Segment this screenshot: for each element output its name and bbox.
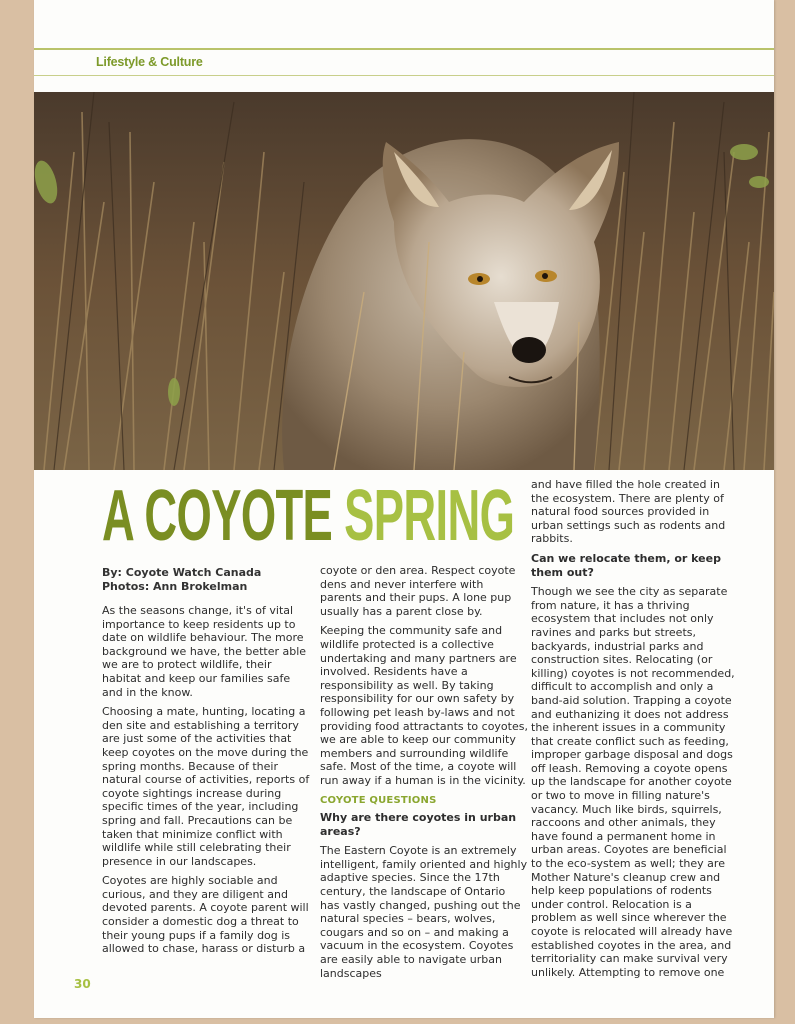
byline-author: By: Coyote Watch Canada (102, 566, 262, 579)
section-rule-top (34, 48, 774, 50)
text-column-3 (531, 478, 739, 985)
section-header (34, 48, 774, 78)
paragraph: Coyotes are highly sociable and curious, and they are diligent and devoted parents. A coyote parent will consider a domestic dog a threat to their young pups if a family dog is allowed to chase, harass or disturb a (102, 874, 309, 956)
byline-photos: Photos: Ann Brokelman (102, 580, 248, 593)
section-label: Lifestyle & Culture (96, 55, 203, 69)
page-number: 30 (74, 977, 91, 991)
headline-word-1: A COYOTE (102, 476, 333, 556)
coyote-photo (34, 92, 774, 470)
paragraph: Choosing a mate, hunting, locating a den site and establishing a territory are just some of the activities that keep coyotes on the move during the spring months. Because of their natural course of activities, reports of coyote sightings increase during specific times of the year, including spring and fall. Precautions can be taken that minimize conflict with wildlife while still celebrating their presence in our landscapes. (102, 705, 310, 868)
section-rule-bottom (34, 75, 774, 76)
text-column-2 (320, 564, 528, 986)
paragraph: As the seasons change, it's of vital importance to keep residents up to date on wildlife behaviour. The more background we have, the better able we are to protect wildlife, their habitat and keep our families safe and in the know. (102, 604, 307, 699)
coyote-photo-illustration (34, 92, 774, 470)
paragraph: The Eastern Coyote is an extremely intelligent, family oriented and highly adaptive species. Since the 17th century, the landscape of Ontario has vastly changed, pushing out the natural species – bears, wolves, cougars and so on – and making a vacuum in the ecosystem. Coyotes are easily able to navigate urban landscapes (320, 844, 528, 980)
paragraph: Though we see the city as separate from nature, it has a thriving ecosystem that includes not only ravines and parks but streets, backyards, industrial parks and construction sites. Relocating (or killing) coyotes is not recommended, difficult to accomplish and only a band-aid solution. Trapping a coyote and euthanizing it does not address the inherent issues in a community that create conflict such as feeding, improper garbage disposal and dogs off leash. Removing a coyote opens up the landscape for another coyote or two to move in filling nature's vacancy. Much like birds, squirrels, raccoons and other animals, they have found a permanent home in urban areas. Coyotes are beneficial to the eco-system as well; they are Mother Nature's cleanup crew and help keep populations of rodents under control. Relocation is a problem as well since wherever the coyote is relocated will already have established coyotes in the area, and territoriality can make survival very unlikely. Attempting to remove one (531, 585, 735, 979)
paragraph: and have filled the hole created in the ecosystem. There are plenty of natural food sources provided in urban settings such as rodents and rabbits. (531, 478, 726, 546)
question-heading: Why are there coyotes in urban areas? (320, 811, 517, 838)
paragraph: coyote or den area. Respect coyote dens and never interfere with parents and their pups. A lone pup usually has a parent close by. (320, 564, 516, 618)
paragraph: Keeping the community safe and wildlife protected is a collective undertaking and many partners are involved. Residents have a responsibility as well. By taking responsibility for our own safety by following pet leash by-laws and not providing food attractants to coyotes, we are able to keep our community members and surrounding wildlife safe. Most of the time, a coyote will run away if a human is in the vicinity. (320, 624, 528, 787)
section-subhead: COYOTE QUESTIONS (320, 794, 437, 806)
question-heading: Can we relocate them, or keep them out? (531, 551, 721, 579)
article-headline (102, 476, 515, 556)
byline (102, 566, 310, 594)
headline-word-2: SPRING (344, 476, 515, 556)
magazine-page (34, 0, 774, 1018)
text-column-1 (102, 566, 310, 962)
